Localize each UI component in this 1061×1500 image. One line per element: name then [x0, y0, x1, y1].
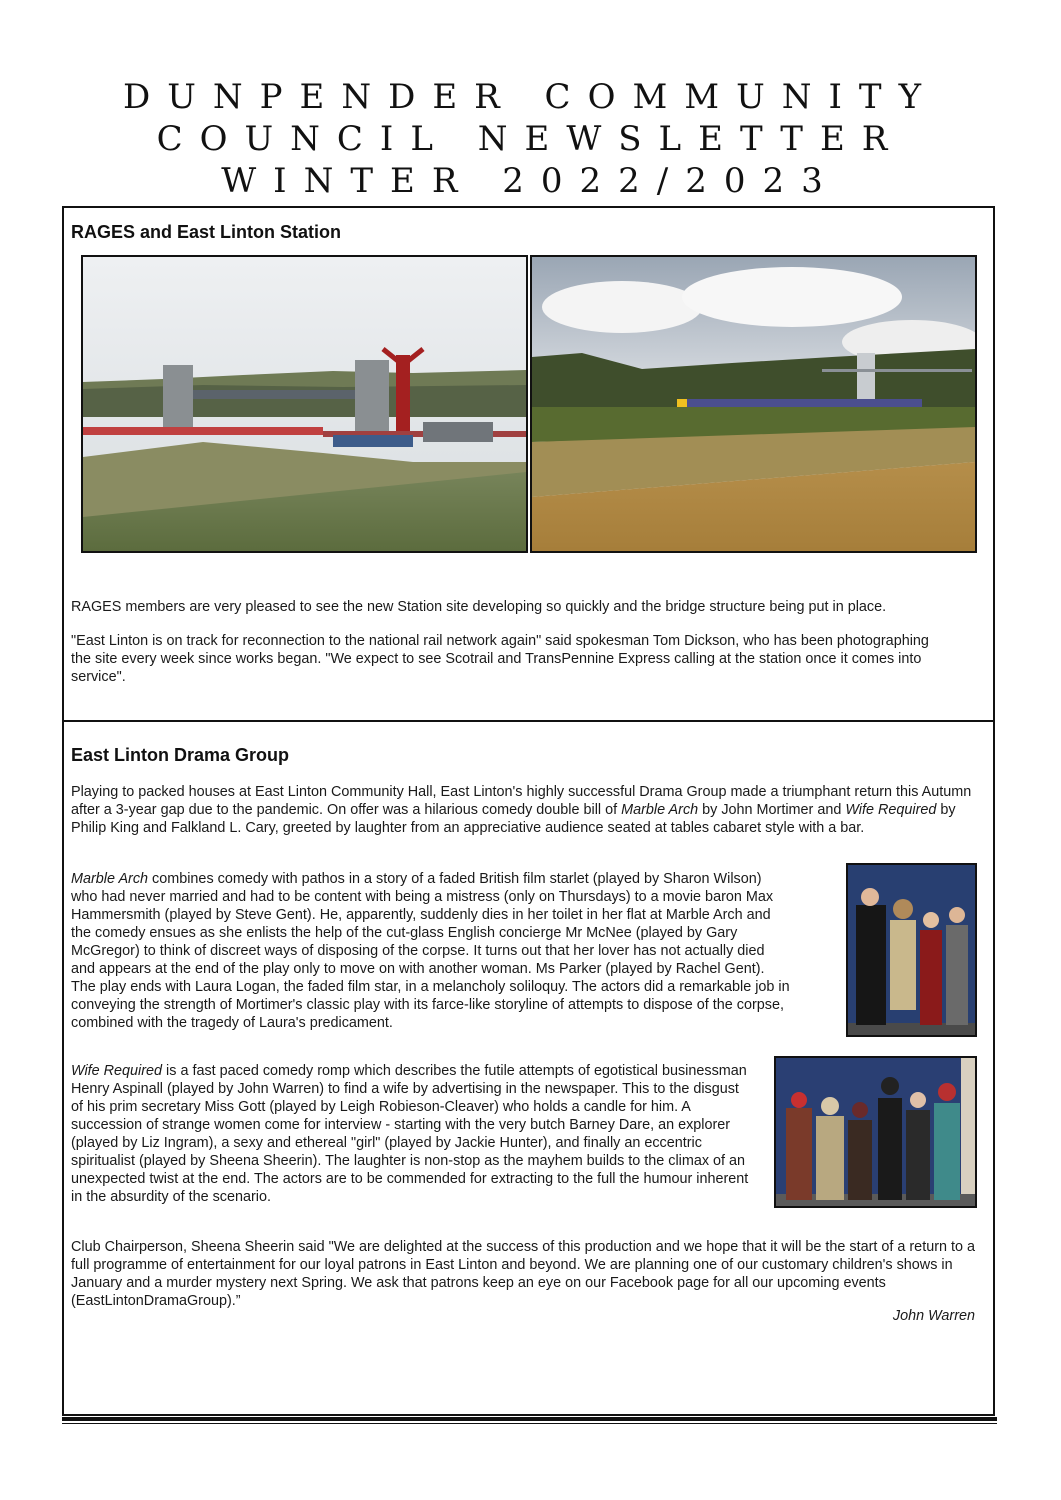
rages-paragraph-1: RAGES members are very pleased to see the new Station site developing so quickly and the bridge structure being put in place.: [71, 599, 887, 615]
train-photo: [530, 255, 977, 553]
rages-paragraph-2: "East Linton is on track for reconnection to the national rail network again" said spokesman Tom Dickson, who has been photographing the site every week since works began. "We expect to see Scotrail and TransPennine Express calling at the station once it comes into service".: [71, 633, 929, 685]
rages-section: [62, 206, 995, 722]
author-signature: John Warren: [892, 1308, 975, 1324]
newsletter-masthead: [0, 76, 1061, 202]
drama-paragraph-4: Club Chairperson, Sheena Sheerin said "We are delighted at the success of this production and we hope that it will be the start of a return to a full programme of entertainment for our loyal patrons in East Linton and beyond. We are planning one of our customary children's shows in January and a murder mystery next Spring. We ask that patrons keep an eye on our Facebook page for all our upcoming events (EastLintonDramaGroup).”: [71, 1239, 975, 1309]
drama-para3-body: is a fast paced comedy romp which describes the futile attempts of egotistical businessman Henry Aspinall (played by John Warren) to find a wife by advertising in the newspaper. This to the disgust of his prim secretary Miss Gott (played by Leigh Robieson-Cleaver) who holds a candle for him. A succession of strange women come for interview - starting with the very butch Barney Dare, an explorer (played by Liz Ingram), a sexy and ethereal "girl" (played by Jackie Hunter), and finally an eccentric spiritualist (played by Sheena Sheerin). The laughter is non-stop as the mayhem builds to the climax of an unexpected twist at the end. The actors are to be commended for extracting to the full the humour inherent in the absurdity of the scenario.: [71, 1063, 749, 1205]
footer-rule-thick: [62, 1417, 997, 1421]
play-title-wife-required: Wife Required: [71, 1063, 163, 1079]
drama-paragraph-1: [71, 783, 991, 837]
masthead-line-2: COUNCIL NEWSLETTER: [156, 119, 905, 159]
drama-section: [62, 718, 995, 1416]
marble-arch-cast-photo: [846, 863, 977, 1037]
drama-paragraph-2: [71, 870, 791, 1032]
footer-rule-thin: [62, 1423, 997, 1424]
drama-heading: East Linton Drama Group: [71, 745, 290, 765]
masthead-line-3: WINTER 2022/2023: [221, 161, 840, 201]
drama-para1-mid: by John Mortimer and: [698, 802, 846, 818]
masthead-line-1: DUNPENDER COMMUNITY: [122, 77, 939, 117]
station-construction-photo: [81, 255, 528, 553]
rages-heading: RAGES and East Linton Station: [71, 222, 342, 242]
play-title-marble-arch: Marble Arch: [621, 802, 699, 818]
play-title-wife-required: Wife Required: [845, 802, 937, 818]
wife-required-cast-photo: [774, 1056, 977, 1208]
drama-para1-start: Playing to packed houses at East Linton Community Hall, East Linton's highly successful Drama Group made a triumphant return this Autumn after a 3-year gap due to the pandemic. On offer was a hilarious comedy double bill of: [71, 784, 972, 818]
play-title-marble-arch: Marble Arch: [71, 871, 149, 887]
drama-para2-body: combines comedy with pathos in a story of a faded British film starlet (played by Sharon Wilson) who had never married and had to be content with being a mistress (only on Thursdays) to a movie baron Max Hammersmith (played by Steve Gent). He, apparently, suddenly dies in her toilet in her flat at Marble Arch and the comedy ensues as she enlists the help of the cut-glass English concierge Mr McNee (played by Gary McGregor) to think of discreet ways of disposing of the corpse. It turns out that her lover has not actually died and appears at the end of the play only to move on with another woman. Ms Parker (played by Rachel Gent). The play ends with Laura Logan, the faded film star, in a melancholy soliloquy. The actors did a remarkable job in conveying the strength of Mortimer's classic play with its farce-like storyline of attempts to dispose of the corpse, combined with the tragedy of Laura's predicament.: [71, 871, 790, 1031]
drama-paragraph-3: [71, 1062, 751, 1206]
drama-para1-end: by Philip King and Falkland L. Cary, greeted by laughter from an appreciative audience seated at tables cabaret style with a bar.: [71, 802, 956, 836]
